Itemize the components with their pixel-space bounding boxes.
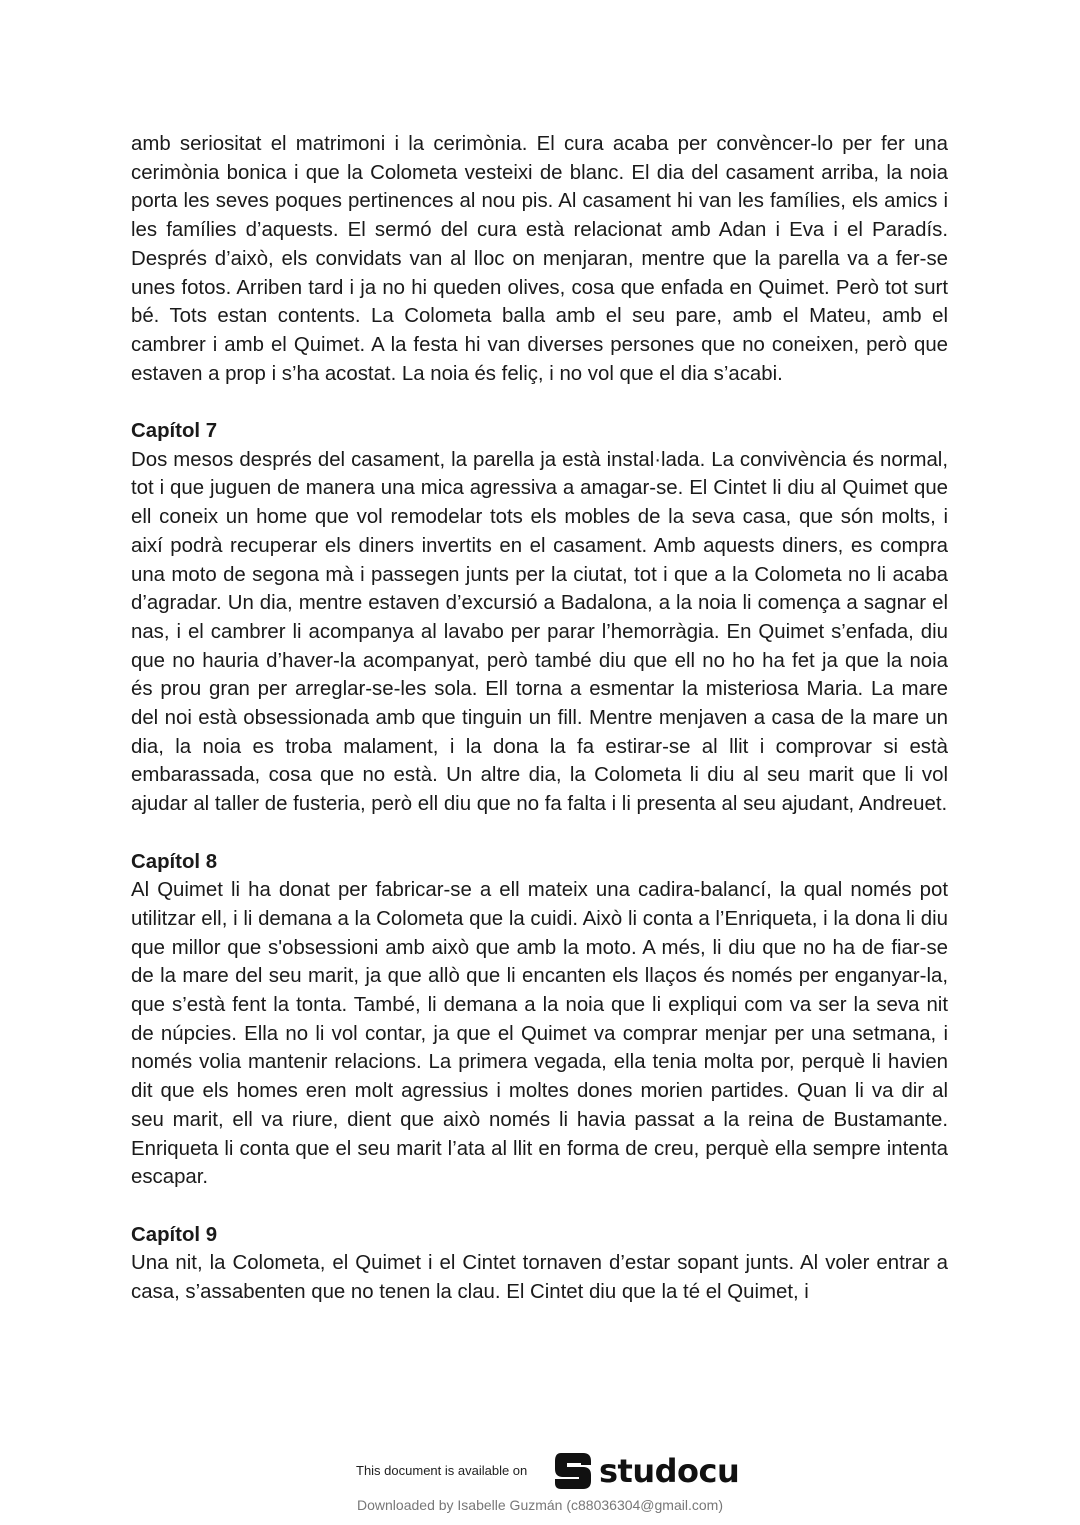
chapter-heading: Capítol 7: [131, 420, 218, 443]
studocu-brand-text: studocu: [599, 1452, 740, 1490]
chapter-7: [131, 417, 948, 819]
chapter-heading: Capítol 8: [131, 850, 218, 873]
chapter-paragraph: Al Quimet li ha donat per fabricar-se a ell mateix una cadira-balancí, la qual només pot utilitzar ell, i li demana a la Colometa que la cuidi. Això li conta a l’Enriqueta, i la dona li diu que millor que s'obsessioni amb això que amb la moto. A més, li diu que no ha de fiar-se de la mare del seu marit, ja que allò que li encanten els llaços és només per enganyar-la, que s’està fent la tonta. També, li demana a la noia que li expliqui com va ser la seva nit de núpcies. Ella no li vol contar, ja que el Quimet va comprar menjar per una setmana, i només volia mantenir relacions. La primera vegada, ella tenia molta por, perquè li havien dit que els homes eren molt agressius i moltes dones morien partides. Quan li va dir al seu marit, ell va riure, dient que això només li havia passat a la reina de Bustamante. Enriqueta li conta que el seu marit l’ata al llit en forma de creu, perquè ella sempre intenta escapar.: [131, 879, 948, 1189]
chapter-8: [131, 848, 948, 1192]
studocu-footer: [0, 1446, 1080, 1496]
intro-paragraph: amb seriositat el matrimoni i la cerimònia. El cura acaba per convèncer-lo per fer una cerimònia bonica i que la Colometa vesteixi de blanc. El dia del casament arriba, la noia porta les seves poques pertinences al nou pis. Al casament hi van les famílies, els amics i les famílies d’aquests. El sermó del cura està relacionat amb Adan i Eva i el Paradís. Després d’això, els convidats van al lloc on menjaran, mentre que la parella va a fer-se unes fotos. Arriben tard i ja no hi queden olives, cosa que enfada en Quimet. Però tot surt bé. Tots estan contents. La Colometa balla amb el seu pare, amb el Mateu, amb el cambrer i amb el Quimet. A la festa hi van diverses persones que no coneixen, però que estaven a prop i s’ha acostat. La noia és feliç, i no vol que el dia s’acabi.: [131, 133, 948, 385]
chapter-9: [131, 1221, 948, 1307]
chapter-heading: Capítol 9: [131, 1223, 218, 1246]
chapter-paragraph: Dos mesos després del casament, la parella ja està instal·lada. La convivència és normal, tot i que juguen de manera una mica agressiva a amagar-se. El Cintet li diu al Quimet que ell coneix un home que vol remodelar tots els mobles de la seva casa, que són molts, i així podrà recuperar els diners invertits en el casament. Amb aquests diners, es compra una moto de segona mà i passegen junts per la ciutat, tot i que a la Colometa no li acaba d’agradar. Un dia, mentre estaven d’excursió a Badalona, a la noia li comença a sagnar el nas, i el cambrer li acompanya al lavabo per parar l’hemorràgia. En Quimet s’enfada, diu que no hauria d’haver-la acompanyat, però també diu que ell no ho ha fet ja que la noia és prou gran per arreglar-se-les sola. Ell torna a esmentar la misteriosa Maria. La mare del noi està obsessionada amb que tinguin un fill. Mentre menjaven a casa de la mare un dia, la noia es troba malament, i la dona la fa estirar-se al llit i comprovar si està embarassada, cosa que no està. Un altre dia, la Colometa li diu al seu marit que li vol ajudar al taller de fusteria, però ell diu que no fa falta i li presenta al seu ajudant, Andreuet.: [131, 448, 948, 816]
studocu-logo-link[interactable]: [553, 1449, 739, 1493]
studocu-logo-icon: [553, 1449, 595, 1493]
available-on-text: This document is available on: [356, 1463, 528, 1478]
chapter-paragraph: Una nit, la Colometa, el Quimet i el Cintet tornaven d’estar sopant junts. Al voler entrar a casa, s’assabenten que no tenen la clau. El Cintet diu que la té el Quimet, i: [131, 1252, 948, 1304]
download-attribution: Downloaded by Isabelle Guzmán (c88036304@gmail.com): [357, 1497, 723, 1513]
document-body: [131, 130, 948, 1307]
